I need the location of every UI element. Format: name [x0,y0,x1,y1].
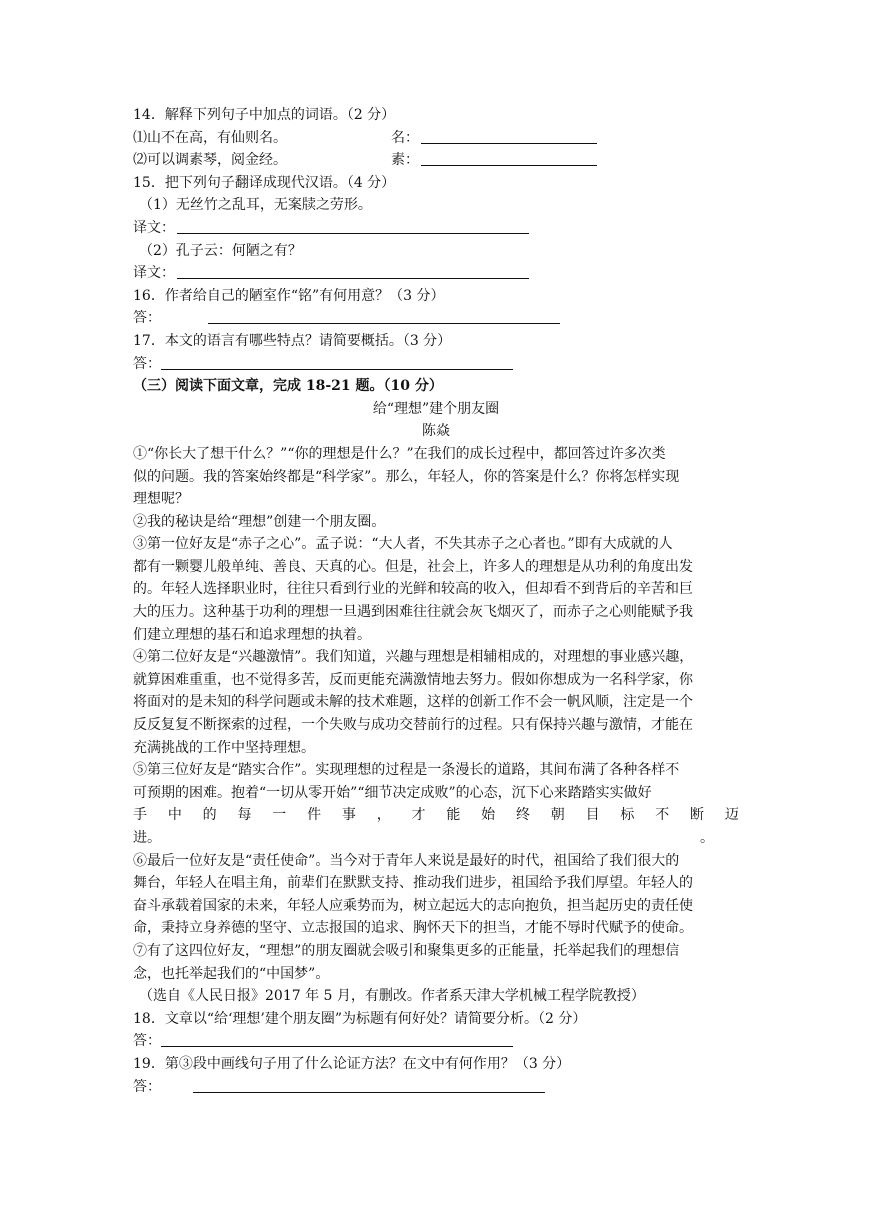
q15-sentence-2: （2）孔子云：何陋之有？ [139,242,302,259]
paragraph-line: ①“你长大了想干什么？”“你的理想是什么？”在我们的成长过程中，都回答过许多次类 [133,445,666,462]
exam-page [133,104,739,1098]
q14-sentence-1: ⑴山不在高，有仙则名。 [133,129,287,146]
article-author: 陈焱 [422,423,450,440]
spread-char: 断 [690,807,704,824]
paragraph-line: ⑥最后一位好友是“责任使命”。当今对于青年人来说是最好的时代，祖国给了我们很大的 [133,852,680,869]
paragraph-line: ⑦有了这四位好友，“理想”的朋友圈就会吸引和聚集更多的正能量，托举起我们的理想信 [133,942,680,959]
q17-title: 17．本文的语言有哪些特点？请简要概括。（3 分） [133,332,452,349]
q18-answer-blank[interactable] [161,1030,513,1047]
paragraph-line: 的。年轻人选择职业时，往往只看到行业的光鲜和较高的收入，但却看不到背后的辛苦和巨 [133,581,693,598]
paragraph-2 [133,511,739,534]
spread-end: 。 [700,830,714,846]
spread-char: 手 [133,807,147,824]
spread-char: 一 [272,807,287,824]
paragraph-5 [133,759,739,849]
paragraph-4 [133,646,739,759]
q14-title: 14．解释下列句子中加点的词语。（2 分） [133,107,396,123]
spread-char: 事 [341,807,356,824]
q19-answer [133,1076,739,1099]
paragraph-line: 充满挑战的工作中坚持理想。 [133,739,315,756]
q17-answer-blank[interactable] [161,353,513,370]
q19-answer-label: 答： [133,1078,161,1095]
paragraph-7 [133,940,739,985]
q19-answer-blank[interactable] [193,1076,545,1093]
paragraph-line: 理想呢？ [133,491,189,508]
paragraph-line: ④第二位好友是“兴趣激情”。我们知道，兴趣与理想是相辅相成的，对理想的事业感兴趣， [133,649,694,666]
paragraph-line: ②我的秘诀是给“理想”创建一个朋友圈。 [133,513,386,530]
q16-answer [133,307,739,330]
q14-sentence-2: ⑵可以调素琴，阅金经。 [133,152,287,169]
spread-tail: 进。 [133,830,161,846]
paragraph-line: ③第一位好友是“赤子之心”。孟子说：“大人者，不失其赤子之心者也。”即有大成就的人 [133,536,673,553]
q15-sentence-1: （1）无丝竹之乱耳，无案牍之劳形。 [139,197,372,214]
paragraph-3 [133,533,739,646]
q16-answer-label: 答： [133,310,161,327]
article-source: （选自《人民日报》2017 年 5 月，有删改。作者系天津大学机械工程学院教授） [139,988,645,1005]
spread-char: 能 [446,807,461,824]
paragraph-line: 们建立理想的基石和追求理想的执着。 [133,626,371,643]
q15-answer-label-1: 译文： [133,219,175,236]
q15-answer-1 [133,217,739,240]
spread-char: 目 [585,807,600,824]
q17-answer-label: 答： [133,355,161,372]
paragraph-line: 大的压力。这种基于功利的理想一旦遇到困难往往就会灰飞烟灭了，而赤子之心则能赋予我 [133,604,693,621]
q15-answer-label-2: 译文： [133,265,175,282]
spread-char: 中 [167,807,182,824]
q14-item-2 [133,149,739,172]
paragraph-line: 将面对的是未知的科学问题或未解的技术难题，这样的创新工作不会一帆风顺，注定是一个 [133,694,693,711]
paragraph-line: 舞台，年轻人在唱主角，前辈们在默默支持、推动我们进步，祖国给予我们厚望。年轻人的 [133,875,693,892]
q15-answer-blank-2[interactable] [177,262,529,279]
q14-word-1: 名： [391,129,419,146]
paragraph-line: 奋斗承载着国家的未来，年轻人应乘势而为，树立起远大的志向抱负，担当起历史的责任使 [133,897,693,914]
spread-char: 终 [515,807,530,824]
spread-char: 才 [411,807,426,824]
q15-answer-2 [133,262,739,285]
spread-char: 标 [620,807,635,824]
q18-title: 18．文章以“给‘理想’建个朋友圈”为标题有何好处？请简要分析。（2 分） [133,1010,587,1027]
spread-char: 始 [481,807,496,824]
paragraph-6 [133,850,739,940]
q18-answer [133,1030,739,1053]
spread-line [133,804,739,827]
spread-char: 朝 [550,807,565,824]
spread-char: 件 [307,807,322,824]
q16-title: 16．作者给自己的陋室作“铭”有何用意？（3 分） [133,287,445,304]
section3-heading: （三）阅读下面文章，完成 18-21 题。（10 分） [133,378,443,395]
q14-answer-blank-1[interactable] [421,127,597,144]
spread-char: 每 [237,807,252,824]
spread-char: 迈 [724,807,739,824]
q18-answer-label: 答： [133,1033,161,1050]
q19-title: 19．第③段中画线句子用了什么论证方法？在文中有何作用？（3 分） [133,1055,571,1072]
paragraph-line: 就算困难重重，也不觉得多苦，反而更能充满激情地去努力。假如你想成为一名科学家，你 [133,671,693,688]
q15-answer-blank-1[interactable] [177,217,529,234]
paragraph-line: 命，秉持立身养德的坚守、立志报国的追求、胸怀天下的担当，才能不辱时代赋予的使命。 [133,920,693,937]
paragraph-line: 念，也托举起我们的“中国梦”。 [133,965,330,982]
q14-item-1 [133,127,739,150]
paragraph-line: 似的问题。我的答案始终都是“科学家”。那么，年轻人，你的答案是什么？你将怎样实现 [133,468,680,485]
article-title: 给“理想”建个朋友圈 [372,400,500,417]
spread-char: 的 [202,807,217,824]
spread-char: ， [376,807,391,824]
spread-tail-line [133,827,739,850]
spread-char: 不 [655,807,670,824]
paragraph-line: ⑤第三位好友是“踏实合作”。实现理想的过程是一条漫长的道路，其间布满了各种各样不 [133,762,680,779]
q14-answer-blank-2[interactable] [421,149,597,166]
paragraph-1 [133,443,739,511]
article-body [133,443,739,1008]
paragraph-line: 可预期的困难。抱着“一切从零开始”“细节决定成败”的心态，沉下心来踏踏实实做好 [133,784,652,801]
q15-title: 15．把下列句子翻译成现代汉语。（4 分） [133,174,396,191]
q17-answer [133,353,739,376]
q16-answer-blank[interactable] [208,307,560,324]
paragraph-line: 都有一颗婴儿般单纯、善良、天真的心。但是，社会上，许多人的理想是从功利的角度出发 [133,558,693,575]
q14-word-2: 素： [391,152,419,169]
paragraph-line: 反反复复不断探索的过程，一个失败与成功交替前行的过程。只有保持兴趣与激情，才能在 [133,717,693,734]
